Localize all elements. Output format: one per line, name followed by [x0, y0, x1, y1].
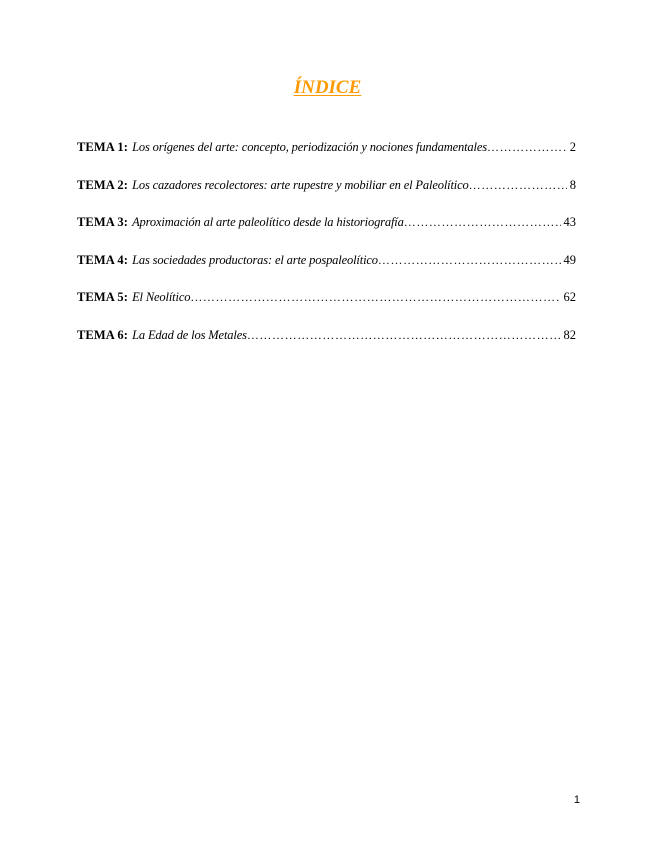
toc-entry-label: TEMA 3:	[77, 215, 129, 230]
toc-entry-label: TEMA 6:	[77, 327, 129, 342]
toc-entry-tema-3[interactable]	[77, 214, 576, 230]
toc-dot-leader	[247, 327, 561, 343]
toc-entry-title: La Edad de los Metales	[132, 327, 247, 342]
page-title: ÍNDICE	[293, 77, 362, 98]
toc-entry-tema-5[interactable]	[77, 289, 576, 305]
toc-entry-title: Las sociedades productoras: el arte pospaleolítico	[132, 252, 378, 267]
toc-entry-tema-6[interactable]	[77, 327, 576, 343]
page-number: 1	[573, 794, 580, 806]
toc-entry-label: TEMA 2:	[77, 177, 129, 192]
toc-entry-page: 8	[569, 177, 576, 192]
toc-dot-leader	[378, 252, 561, 268]
toc-entry-title: Los orígenes del arte: concepto, periodización y nociones fundamentales	[132, 140, 487, 154]
toc-dot-leader	[469, 177, 567, 193]
toc-entry-title: Los cazadores recolectores: arte rupestre y mobiliar en el Paleolítico	[132, 177, 469, 192]
toc-entry-page: 82	[563, 327, 576, 342]
toc-entry-page: 62	[563, 290, 576, 305]
toc-entry-page: 49	[563, 252, 576, 267]
toc-dot-leader	[190, 289, 560, 305]
toc-entry-label: TEMA 4:	[77, 252, 129, 267]
toc-entry-tema-2[interactable]	[77, 177, 576, 193]
toc-dot-leader	[404, 214, 561, 230]
toc-entry-tema-4[interactable]	[77, 252, 576, 268]
toc-entry-title: Aproximación al arte paleolítico desde la historiografía	[132, 215, 404, 230]
table-of-contents	[77, 139, 576, 343]
toc-entry-title: El Neolítico	[132, 290, 191, 305]
toc-entry-tema-1[interactable]	[77, 139, 576, 155]
toc-entry-label: TEMA 5:	[77, 290, 129, 305]
toc-dot-leader	[487, 139, 567, 155]
toc-entry-page: 2	[569, 140, 576, 154]
toc-entry-label: TEMA 1:	[77, 140, 129, 154]
toc-entry-page: 43	[563, 215, 576, 230]
